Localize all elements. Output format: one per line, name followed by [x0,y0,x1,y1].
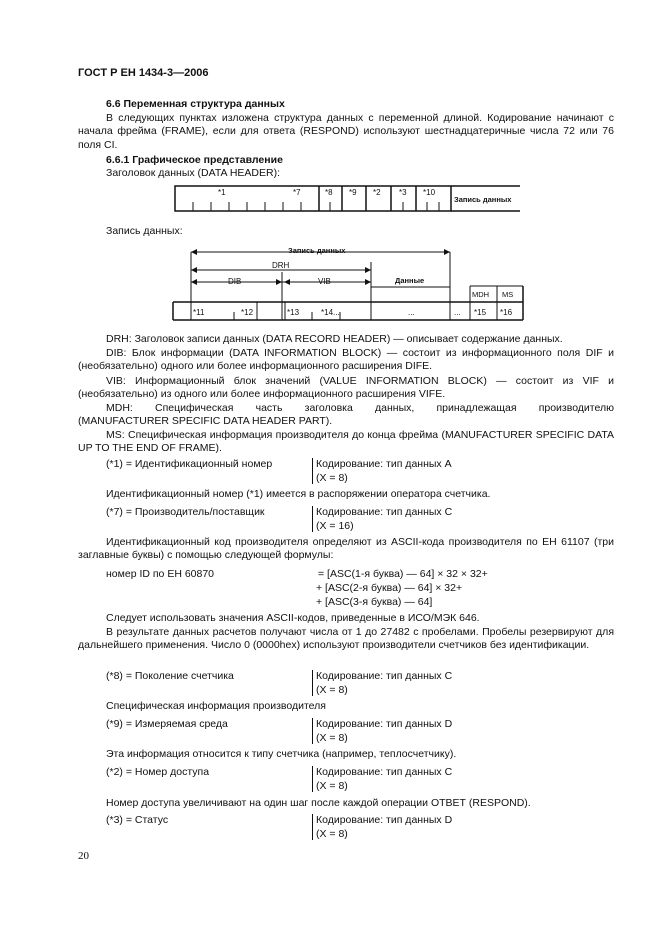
record-ms-label: MS [502,290,514,299]
field9-note: Эта информация относится к типу счетчика (например, теплосчетчику). [106,748,457,760]
formula-line2: + [ASC(2-я буква) — 64] × 32+ [316,582,463,594]
field8-coding: Кодирование: тип данных С [316,670,453,682]
field1-note: Идентификационный номер (*1) имеется в распоряжении оператора счетчика. [106,488,491,500]
field3-divider [312,814,313,840]
field9-label: (*9) = Измеряемая среда [106,718,228,730]
range-note: В результате данных расчетов получают числа от 1 до 27482 с пробелами. Пробелы резервируют для дальнейшего применения. Число 0 (0000hex) используют производители счетчиков без идентификации. [78,626,614,652]
dh-field-1: *1 [218,188,226,197]
field2-x: (X = 8) [316,780,348,792]
record-field-14: *14... [321,308,340,317]
field7-divider [312,506,313,532]
dh-record-label: Запись данных [454,195,512,204]
section-title: 6.6 Переменная структура данных [106,98,285,110]
record-field-data: ... [408,308,415,317]
field7-coding: Кодирование: тип данных С [316,506,453,518]
field2-note: Номер доступа увеличивают на один шаг после каждой операции ОТВЕТ (RESPOND). [106,797,531,809]
page-number: 20 [78,850,89,862]
document-header: ГОСТ Р ЕН 1434-3—2006 [78,67,209,79]
record-drh-label: DRH [272,261,290,270]
data-header-diagram [170,184,525,216]
field2-coding: Кодирование: тип данных С [316,766,453,778]
field7-note: Идентификационный код производителя определяют из ASCII-кода производителя по ЕН 61107 (три заглавные буквы) с помощью следующей формулы: [78,536,614,562]
record-mdh-label: MDH [472,290,490,299]
dh-field-8: *8 [325,188,333,197]
record-caption: Запись данных: [106,225,183,237]
field9-coding: Кодирование: тип данных D [316,718,453,730]
formula-left: номер ID по ЕН 60870 [106,568,215,580]
def-mdh-line2: (MANUFACTURER SPECIFIC DATA HEADER PART). [78,415,333,427]
record-field-15: *15 [474,308,487,317]
def-ms: MS: Специфическая информация производителя до конца фрейма (MANUFACTURER SPECIFIC DATA UP TO THE END OF FRAME). [78,429,614,455]
field9-x: (X = 8) [316,732,348,744]
dh-field-7: *7 [293,188,301,197]
field1-divider [312,458,313,484]
field8-divider [312,670,313,696]
dh-field-9: *9 [349,188,357,197]
ascii-note: Следует использовать значения ASCII-кодов, приведенные в ИСО/МЭК 646. [106,612,480,624]
field1-x: (X = 8) [316,472,348,484]
record-field-11: *11 [193,308,205,317]
field7-x: (X = 16) [316,520,354,532]
field8-label: (*8) = Поколение счетчика [106,670,234,682]
formula-line3: + [ASC(3-я буква) — 64] [316,596,433,608]
field8-note: Специфическая информация производителя [106,700,326,712]
record-field-12: *12 [241,308,254,317]
field3-coding: Кодирование: тип данных D [316,814,453,826]
field3-x: (X = 8) [316,828,348,840]
data-header-caption: Заголовок данных (DATA HEADER): [106,167,281,179]
field1-coding: Кодирование: тип данных А [316,458,452,470]
dh-field-10: *10 [423,188,436,197]
record-field-13: *13 [287,308,300,317]
subsection-title: 6.6.1 Графическое представление [106,154,283,166]
record-top-label: Запись данных [288,246,346,255]
data-record-diagram [168,242,528,322]
record-field-16: *16 [500,308,513,317]
field2-label: (*2) = Номер доступа [106,766,210,778]
formula-line1: = [ASC(1-я буква) — 64] × 32 × 32+ [318,568,488,580]
def-vib: VIB: Информационный блок значений (VALUE INFORMATION BLOCK) — состоит из VIF и (необязательно) из одного или более информационного расширения VIFE. [78,375,614,401]
record-data-label: Данные [395,276,425,285]
record-field-dots: ... [454,308,461,317]
record-dib-label: DIB [228,277,242,286]
field3-label: (*3) = Статус [106,814,169,826]
field2-divider [312,766,313,792]
field8-x: (X = 8) [316,684,348,696]
def-dib: DIB: Блок информации (DATA INFORMATION BLOCK) — состоит из информационного поля DIF и (необязательно) одного или более информационного расширения DIFE. [78,347,614,373]
dh-field-3: *3 [399,188,407,197]
intro-paragraph: В следующих пунктах изложена структура данных с переменной длиной. Кодирование начинают с начала фрейма (FRAME), если для ответа (RESPOND) используют шестнадцатеричные числа 72 или 76 поля CI. [78,112,614,151]
def-drh: DRH: Заголовок записи данных (DATA RECORD HEADER) — описывает содержание данных. [106,333,563,345]
field7-label: (*7) = Производитель/поставщик [106,506,265,518]
field1-label: (*1) = Идентификационный номер [106,458,273,470]
record-vib-label: VIB [318,277,331,286]
dh-field-2: *2 [373,188,381,197]
def-mdh-line1: MDH: Специфическая часть заголовка данных, принадлежащая производителю [106,402,614,414]
field9-divider [312,718,313,744]
